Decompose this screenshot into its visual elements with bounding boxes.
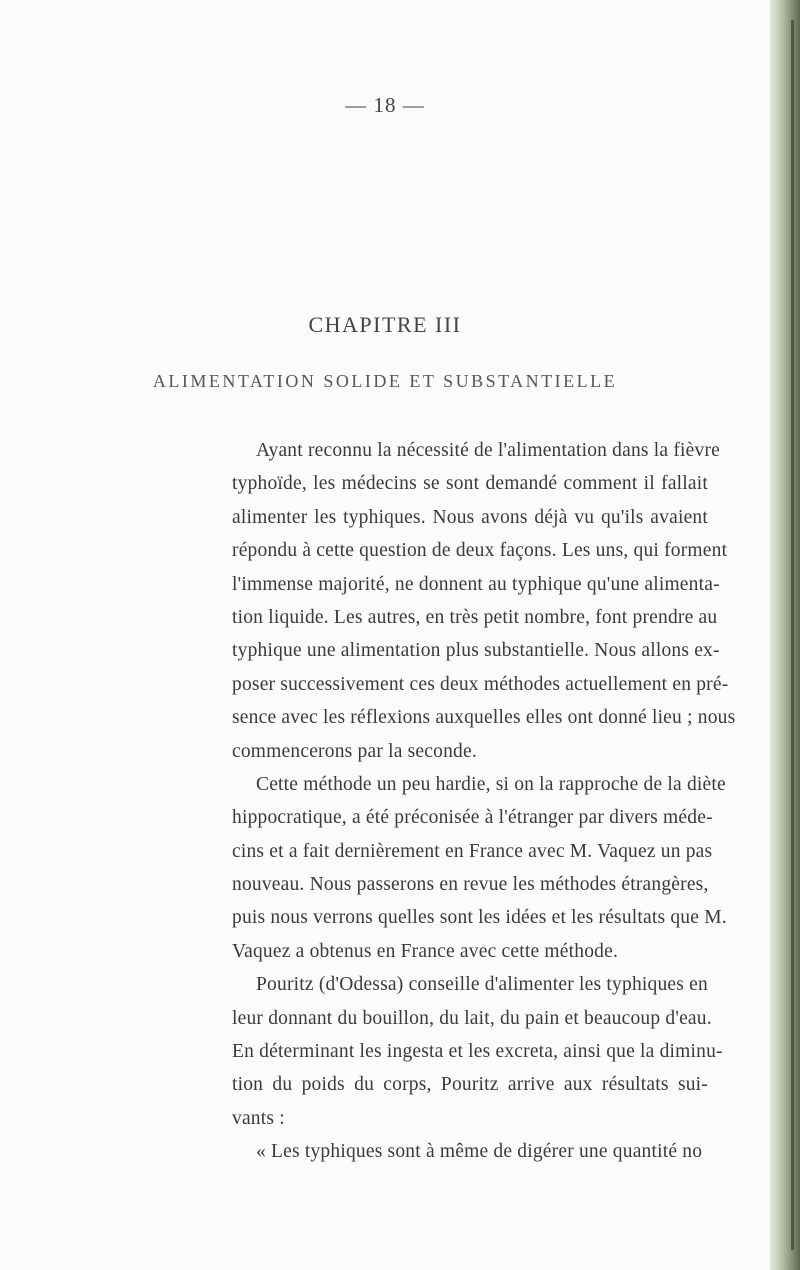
text-line: Ayant reconnu la nécessité de l'alimentation dans la fièvre bbox=[256, 440, 721, 461]
text-line: puis nous verrons quelles sont les idées et les résultats que M. bbox=[232, 907, 727, 929]
text-line: tion liquide. Les autres, en très petit nombre, font prendre au bbox=[232, 606, 718, 628]
text-line: hippocratique, a été préconisée à l'étranger par divers méde- bbox=[232, 807, 713, 829]
page-edge bbox=[770, 0, 800, 1270]
text-line: En déterminant les ingesta et les excreta, ainsi que la diminu- bbox=[232, 1041, 723, 1063]
text-line: typhoïde, les médecins se sont demandé comment il fallait bbox=[232, 473, 708, 495]
text-line: cins et a fait dernièrement en France avec M. Vaquez un pas bbox=[232, 840, 713, 862]
text-line: Vaquez a obtenus en France avec cette méthode. bbox=[232, 940, 619, 962]
text-line: typhique une alimentation plus substantielle. Nous allons ex- bbox=[232, 640, 720, 662]
section-title: ALIMENTATION SOLIDE ET SUBSTANTIELLE bbox=[152, 371, 618, 391]
chapter-title: CHAPITRE III bbox=[308, 312, 462, 337]
text-line: répondu à cette question de deux façons. Les uns, qui forment bbox=[232, 540, 728, 562]
text-line: commencerons par la seconde. bbox=[232, 740, 477, 762]
text-line: l'immense majorité, ne donnent au typhique qu'une alimenta- bbox=[232, 573, 720, 595]
text-line: nouveau. Nous passerons en revue les méthodes étrangères, bbox=[232, 874, 709, 896]
text-line: Cette méthode un peu hardie, si on la rapproche de la diète bbox=[256, 773, 726, 795]
text-line: « Les typhiques sont à même de digérer une quantité no bbox=[256, 1141, 703, 1163]
binding-edge bbox=[791, 20, 794, 1250]
text-line: poser successivement ces deux méthodes actuellement en pré- bbox=[232, 673, 729, 695]
text-line: leur donnant du bouillon, du lait, du pain et beaucoup d'eau. bbox=[232, 1007, 712, 1029]
text-line: alimenter les typhiques. Nous avons déjà vu qu'ils avaient bbox=[232, 506, 708, 528]
body-text bbox=[232, 434, 736, 1169]
text-line: vants : bbox=[232, 1107, 285, 1129]
text-line: sence avec les réflexions auxquelles elles ont donné lieu ; nous bbox=[232, 707, 736, 729]
text-line: Pouritz (d'Odessa) conseille d'alimenter les typhiques en bbox=[256, 974, 708, 996]
text-line: tion du poids du corps, Pouritz arrive aux résultats sui- bbox=[232, 1074, 708, 1096]
page-number: — 18 — bbox=[345, 93, 425, 117]
